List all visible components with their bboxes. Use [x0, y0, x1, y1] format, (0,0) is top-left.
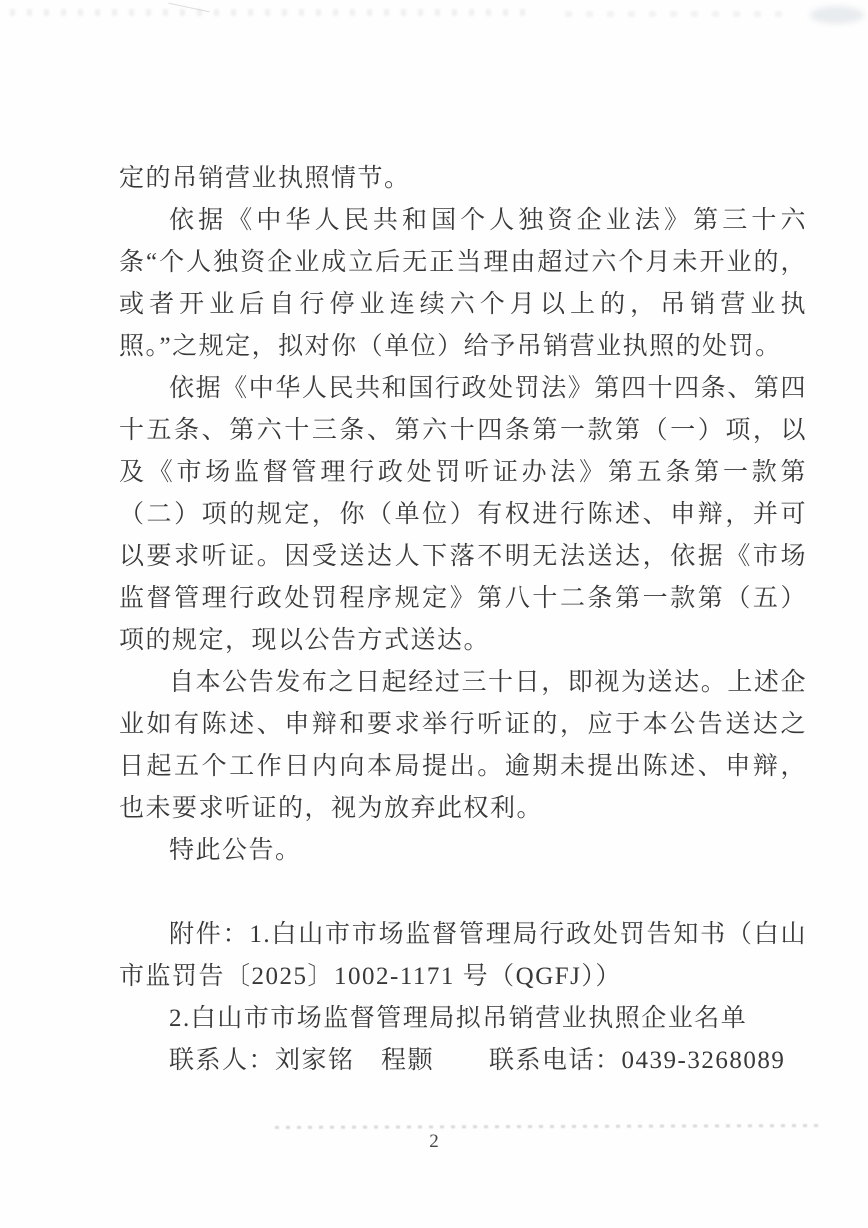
attachments-label: 附件： [169, 921, 250, 948]
attachments-section [119, 914, 807, 1040]
contact-person-label: 联系人： [169, 1047, 276, 1074]
attachment-item-1-text: 1.白山市市场监督管理局行政处罚告知书（白山市监罚告〔2025〕1002-1171 号（QGFJ）） [119, 921, 807, 990]
contact-person-names: 刘家铭 程颢 [275, 1047, 435, 1074]
contact-phone-label: 联系电话： [489, 1047, 622, 1074]
attachment-item-2: 2.白山市市场监督管理局拟吊销营业执照企业名单 [169, 1005, 748, 1032]
service-deadline-paragraph: 自本公告发布之日起经过三十日，即视为送达。上述企业如有陈述、申辩和要求举行听证的，应于本公告送达之日起五个工作日内向本局提出。逾期未提出陈述、申辩，也未要求听证的，视为放弃此权利。 [119, 669, 807, 822]
contact-phone-number: 0439-3268089 [621, 1047, 786, 1074]
scan-smudge-artifact [810, 6, 864, 24]
legal-basis-paragraph-penalty-law-hearing-rights: 依据《中华人民共和国行政处罚法》第四十四条、第四十五条、第六十三条、第六十四条第一款第（一）项，以及《市场监督管理行政处罚听证办法》第五条第一款第（二）项的规定，你（单位）有权进行陈述、申辩，并可以要求听证。因受送达人下落不明无法送达，依据《市场监督管理行政处罚程序规定》第八十二条第一款第（五）项的规定，现以公告方式送达。 [119, 375, 807, 654]
legal-basis-paragraph-sole-proprietorship-law: 依据《中华人民共和国个人独资企业法》第三十六条“个人独资企业成立后无正当理由超过六个月未开业的，或者开业后自行停业连续六个月以上的，吊销营业执照。”之规定，拟对你（单位）给予吊销营业执照的处罚。 [119, 207, 807, 360]
continuation-paragraph: 定的吊销营业执照情节。 [119, 165, 411, 192]
scan-scratch-artifact [275, 1124, 820, 1129]
document-body [119, 158, 807, 1082]
page-number: 2 [429, 1131, 439, 1152]
contact-line [119, 1040, 807, 1082]
scan-scratch-artifact [168, 3, 209, 13]
closing-statement-paragraph: 特此公告。 [169, 837, 302, 864]
scan-speckle-artifact [565, 11, 795, 17]
scan-speckle-artifact [10, 9, 530, 16]
attachment-item-1 [119, 914, 807, 998]
